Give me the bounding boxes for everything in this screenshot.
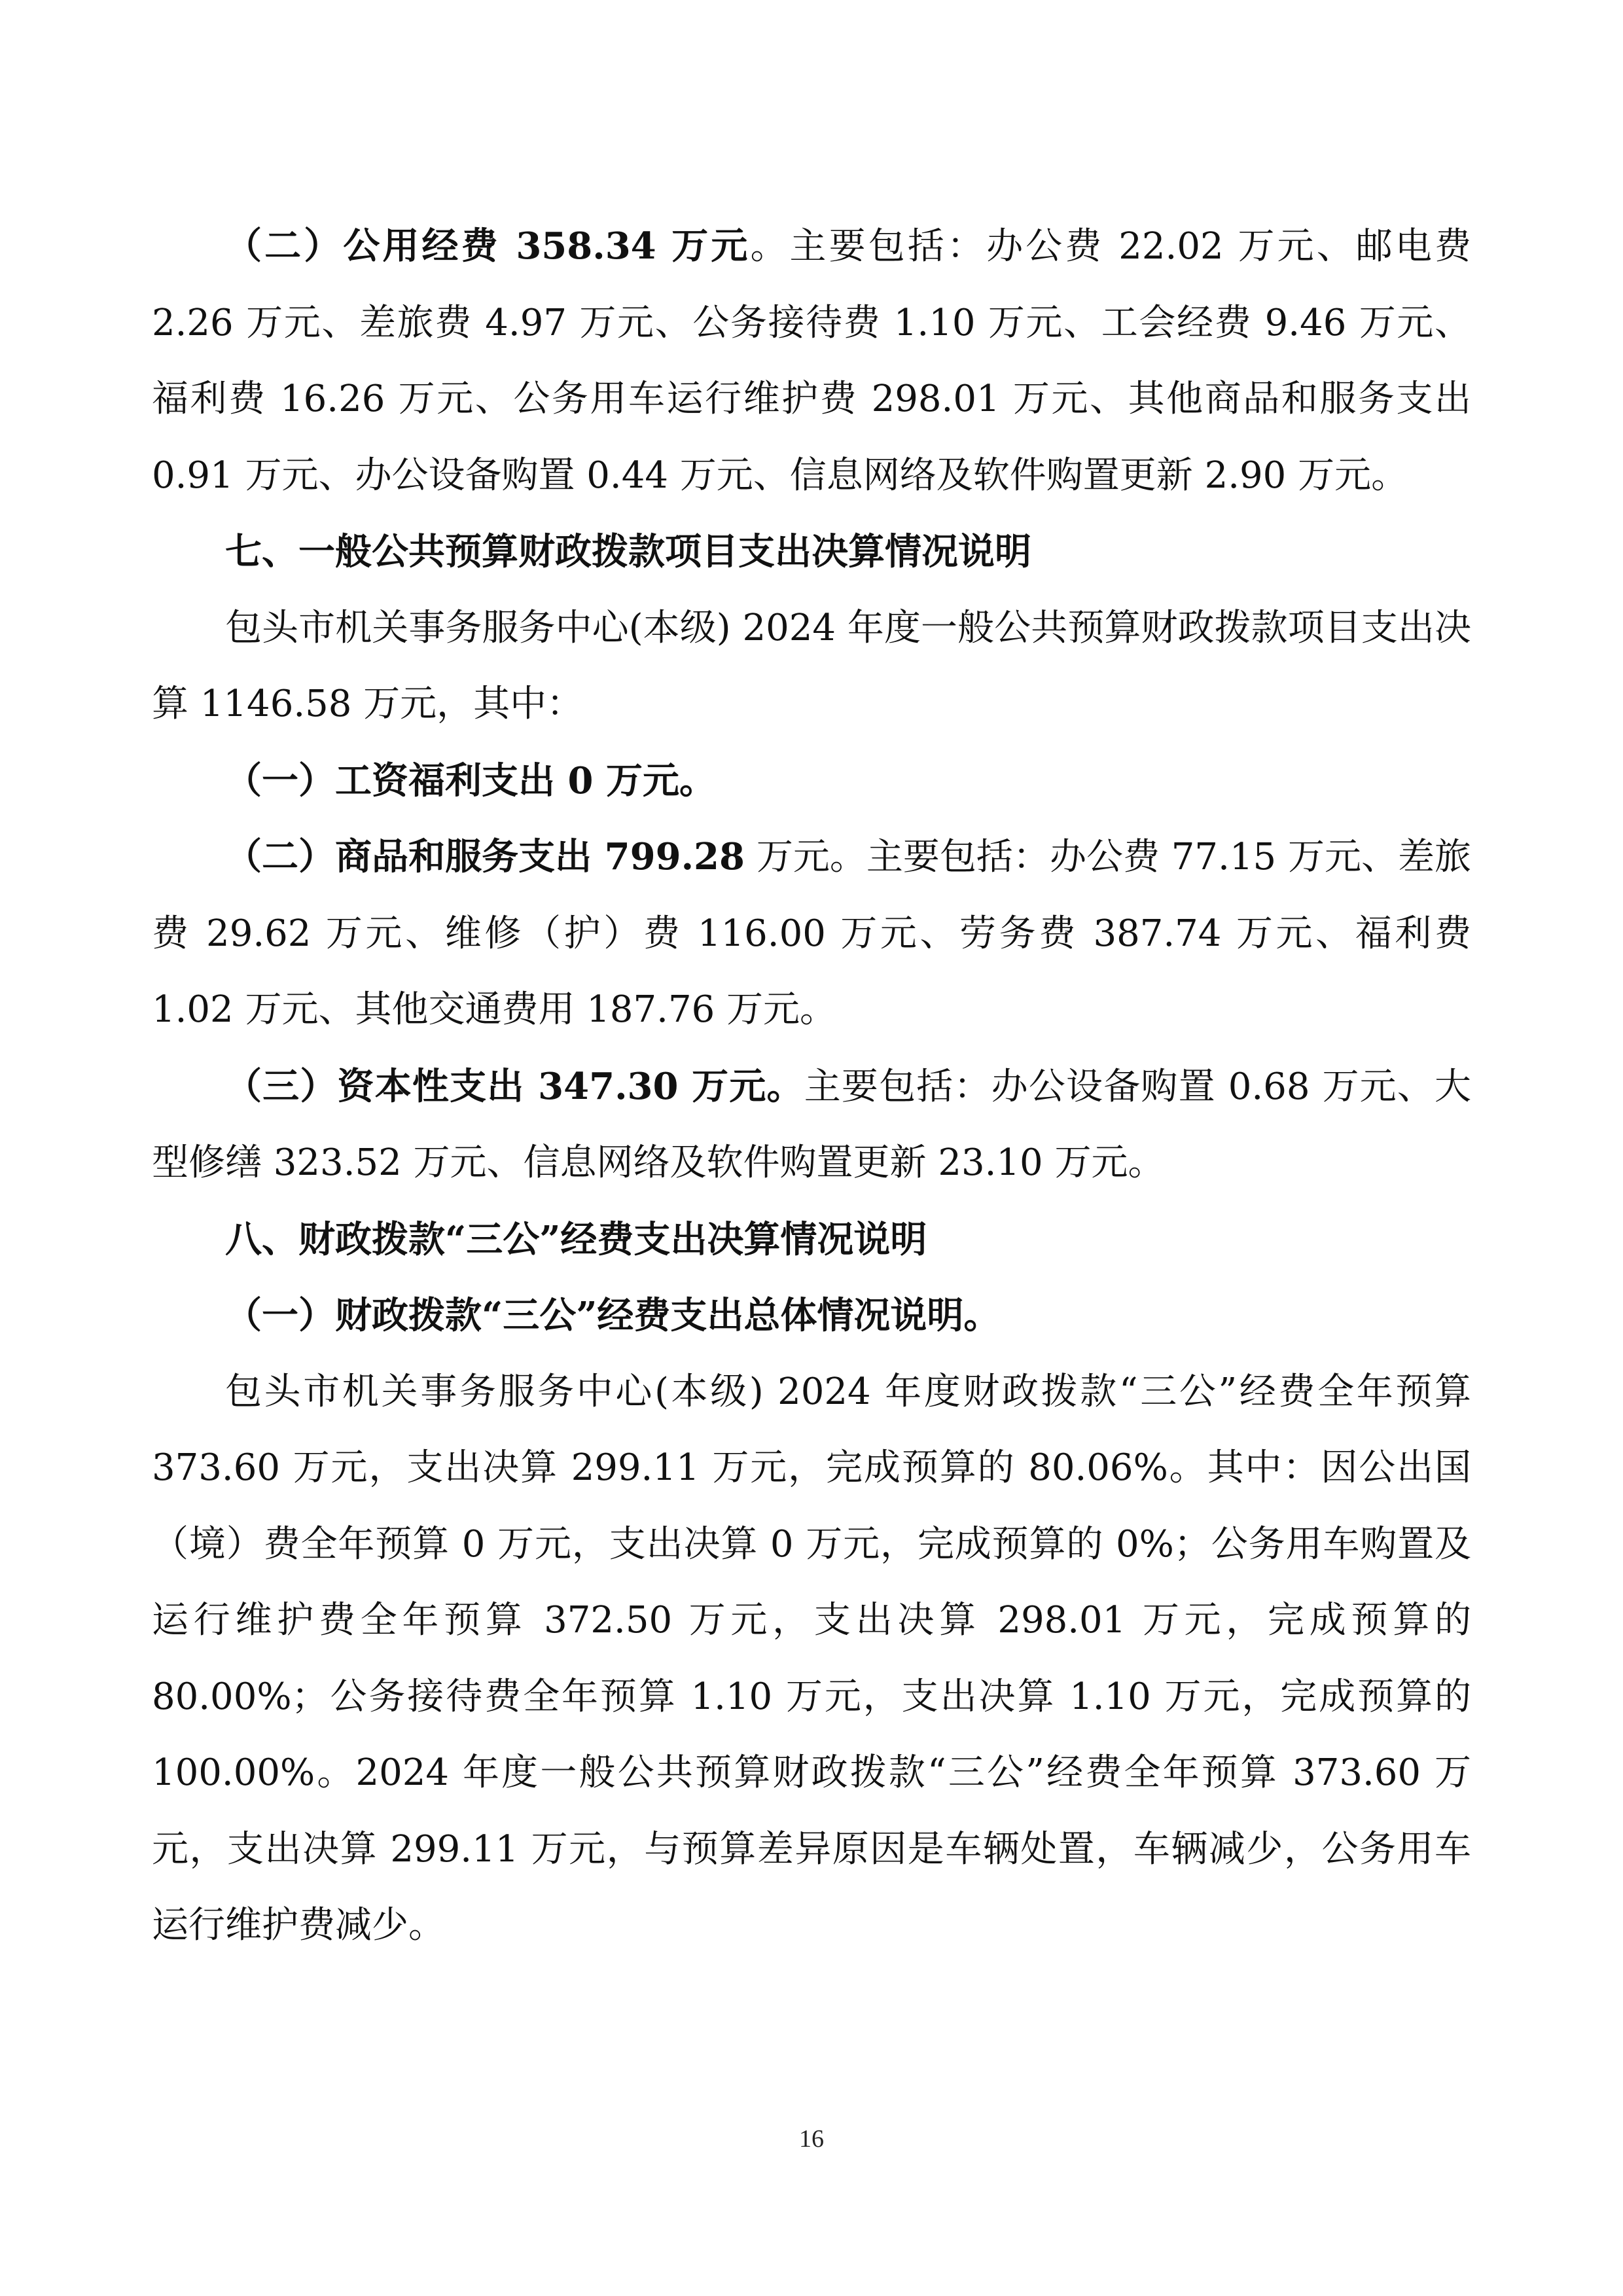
paragraph-lead: （二）公用经费 358.34 万元 bbox=[225, 224, 751, 268]
paragraph-three-public-details: 包头市机关事务服务中心(本级) 2024 年度财政拨款“三公”经费全年预算 373.60 万元，支出决算 299.11 万元，完成预算的 80.06%。其中：因公出国（境）费全年预算 0 万元，支出决算 0 万元，完成预算的 0%；公务用车购置及运行维护费全年预算 372.50 万元，支出决算 298.01 万元，完成预算的 80.00%；公务接待费全年预算 1.10 万元，支出决算 1.10 万元，完成预算的 100.00%。2024 年度一般公共预算财政拨款“三公”经费全年预算 373.60 万元，支出决算 299.11 万元，与预算差异原因是车辆处置，车辆减少，公务用车运行维护费减少。 bbox=[152, 1370, 1471, 1946]
paragraph-text: 主要包括：办公设备购置 0.68 万元、大型修缮 323.52 万元、信息网络及软件购置更新 23.10 万元。 bbox=[152, 1065, 1471, 1184]
paragraph-text: 万元。主要包括：办公费 77.15 万元、差旅费 29.62 万元、维修（护）费 116.00 万元、劳务费 387.74 万元、福利费 1.02 万元、其他交通费用 187.76 万元。 bbox=[152, 836, 1471, 1031]
paragraph-lead: （三）资本性支出 347.30 万元。 bbox=[225, 1064, 804, 1108]
body-text bbox=[152, 208, 1471, 1964]
paragraph-goods-services bbox=[152, 819, 1471, 1049]
paragraph-capital-expenditure bbox=[152, 1049, 1471, 1202]
subheading-salary-welfare: （一）工资福利支出 0 万元。 bbox=[225, 759, 716, 802]
paragraph-text: 。主要包括：办公费 22.02 万元、邮电费 2.26 万元、差旅费 4.97 万元、公务接待费 1.10 万元、工会经费 9.46 万元、福利费 16.26 万元、公务用车运行维护费 298.01 万元、其他商品和服务支出 0.91 万元、办公设备购置 0.44 万元、信息网络及软件购置更新 2.90 万元。 bbox=[152, 225, 1472, 497]
page-number: 16 bbox=[799, 2125, 824, 2153]
paragraph-project-expenditure: 包头市机关事务服务中心(本级) 2024 年度一般公共预算财政拨款项目支出决算 1146.58 万元，其中： bbox=[152, 606, 1471, 725]
section-heading-8: 八、财政拨款“三公”经费支出决算情况说明 bbox=[225, 1217, 927, 1261]
paragraph-lead: （二）商品和服务支出 799.28 bbox=[225, 835, 745, 878]
subheading-three-public-overall: （一）财政拨款“三公”经费支出总体情况说明。 bbox=[225, 1294, 1001, 1337]
paragraph-public-funds bbox=[152, 208, 1471, 514]
section-heading-7: 七、一般公共预算财政拨款项目支出决算情况说明 bbox=[225, 530, 1031, 573]
